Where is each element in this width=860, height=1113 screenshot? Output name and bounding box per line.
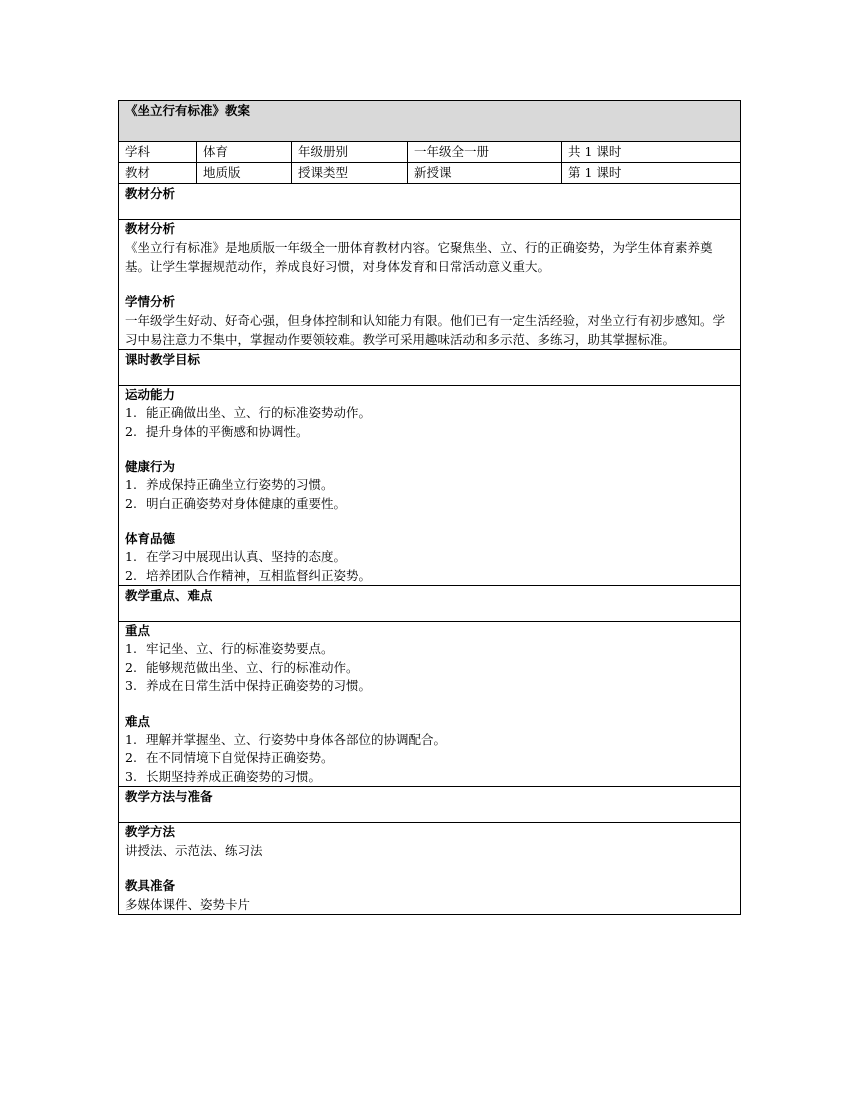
info-cell: 一年级全一册 bbox=[408, 142, 562, 163]
list-item bbox=[125, 476, 734, 495]
section-heading: 教材分析 bbox=[119, 184, 741, 220]
paragraph: 《坐立行有标准》是地质版一年级全一册体育教材内容。它聚焦坐、立、行的正确姿势，为学生体育素养奠基。让学生掌握规范动作，养成良好习惯，对身体发育和日常活动意义重大。 bbox=[125, 240, 713, 274]
section-body-row bbox=[119, 622, 741, 787]
section-body bbox=[119, 622, 741, 787]
list-item bbox=[125, 731, 734, 750]
section-body-row bbox=[119, 386, 741, 586]
subsection-heading: 难点 bbox=[125, 713, 151, 729]
list-item-number: 2. bbox=[125, 750, 137, 765]
list-item-number: 2. bbox=[125, 495, 137, 511]
numbered-list bbox=[125, 640, 734, 696]
paragraph: 一年级学生好动、好奇心强，但身体控制和认知能力有限。他们已有一定生活经验，对坐立行有初步感知。学习中易注意力不集中，掌握动作要领较难。教学可采用趣味活动和多示范、多练习，助其掌握标准。 bbox=[125, 313, 726, 347]
subsection-heading: 健康行为 bbox=[125, 459, 176, 474]
section-body bbox=[119, 823, 741, 915]
list-item bbox=[125, 749, 734, 768]
block-spacer bbox=[125, 276, 734, 293]
block-spacer bbox=[125, 860, 734, 877]
info-cell: 地质版 bbox=[197, 163, 292, 184]
info-cell: 学科 bbox=[119, 142, 197, 163]
info-row bbox=[119, 163, 741, 184]
info-cell: 教材 bbox=[119, 163, 197, 184]
block-spacer bbox=[125, 696, 734, 713]
list-item-text: 能正确做出坐、立、行的标准姿势动作。 bbox=[146, 405, 372, 420]
lesson-plan-table bbox=[118, 100, 741, 915]
subsection-heading: 体育品德 bbox=[125, 531, 176, 546]
list-item-text: 明白正确姿势对身体健康的重要性。 bbox=[146, 495, 347, 511]
section-heading-row bbox=[119, 787, 741, 823]
list-item-number: 2. bbox=[125, 567, 137, 583]
list-item bbox=[125, 768, 734, 787]
info-cell: 第 1 课时 bbox=[562, 163, 741, 184]
subsection-heading: 重点 bbox=[125, 623, 151, 638]
section-heading-row bbox=[119, 586, 741, 622]
section-heading: 教学重点、难点 bbox=[119, 586, 741, 622]
list-item-text: 牢记坐、立、行的标准姿势要点。 bbox=[146, 641, 334, 656]
list-item-text: 长期坚持养成正确姿势的习惯。 bbox=[146, 768, 322, 784]
document-title: 《坐立行有标准》教案 bbox=[119, 101, 741, 142]
block-spacer bbox=[125, 441, 734, 458]
subsection-heading: 学情分析 bbox=[125, 294, 176, 309]
info-cell: 新授课 bbox=[408, 163, 562, 184]
paragraph: 多媒体课件、姿势卡片 bbox=[125, 897, 251, 912]
numbered-list bbox=[125, 404, 734, 441]
section-heading: 课时教学目标 bbox=[119, 350, 741, 386]
numbered-list bbox=[125, 548, 734, 585]
list-item bbox=[125, 423, 734, 442]
section-body-row bbox=[119, 220, 741, 350]
lesson-plan-document bbox=[118, 100, 740, 915]
list-item bbox=[125, 404, 734, 423]
list-item-text: 养成在日常生活中保持正确姿势的习惯。 bbox=[146, 678, 372, 693]
list-item-number: 1. bbox=[125, 641, 137, 656]
numbered-list bbox=[125, 731, 734, 787]
info-cell: 体育 bbox=[197, 142, 292, 163]
section-heading-row bbox=[119, 184, 741, 220]
list-item-text: 提升身体的平衡感和协调性。 bbox=[146, 423, 309, 439]
list-item-text: 在学习中展现出认真、坚持的态度。 bbox=[146, 549, 347, 564]
list-item-text: 能够规范做出坐、立、行的标准动作。 bbox=[146, 659, 359, 675]
list-item-number: 3. bbox=[125, 678, 137, 693]
list-item-number: 1. bbox=[125, 549, 137, 564]
info-cell: 授课类型 bbox=[292, 163, 408, 184]
subsection-heading: 教具准备 bbox=[125, 878, 176, 893]
subsection-heading: 运动能力 bbox=[125, 387, 176, 402]
list-item bbox=[125, 659, 734, 678]
section-body bbox=[119, 386, 741, 586]
subsection-heading: 教材分析 bbox=[125, 221, 176, 236]
list-item bbox=[125, 640, 734, 659]
list-item-number: 2. bbox=[125, 423, 137, 439]
info-row bbox=[119, 142, 741, 163]
paragraph: 讲授法、示范法、练习法 bbox=[125, 843, 263, 858]
list-item-text: 在不同情境下自觉保持正确姿势。 bbox=[146, 750, 334, 765]
list-item-number: 3. bbox=[125, 768, 137, 784]
list-item-text: 培养团队合作精神，互相监督纠正姿势。 bbox=[146, 567, 372, 583]
list-item-number: 1. bbox=[125, 405, 137, 420]
list-item bbox=[125, 677, 734, 696]
list-item bbox=[125, 567, 734, 586]
section-heading: 教学方法与准备 bbox=[119, 787, 741, 823]
list-item-number: 1. bbox=[125, 731, 137, 747]
section-body bbox=[119, 220, 741, 350]
section-body-row bbox=[119, 823, 741, 915]
section-heading-row bbox=[119, 350, 741, 386]
list-item-text: 理解并掌握坐、立、行姿势中身体各部位的协调配合。 bbox=[146, 731, 447, 747]
subsection-heading: 教学方法 bbox=[125, 824, 176, 839]
list-item bbox=[125, 548, 734, 567]
numbered-list bbox=[125, 476, 734, 513]
list-item bbox=[125, 495, 734, 514]
list-item-number: 1. bbox=[125, 477, 137, 492]
list-item-number: 2. bbox=[125, 659, 137, 675]
list-item-text: 养成保持正确坐立行姿势的习惯。 bbox=[146, 477, 334, 492]
block-spacer bbox=[125, 513, 734, 530]
info-cell: 年级册别 bbox=[292, 142, 408, 163]
info-cell: 共 1 课时 bbox=[562, 142, 741, 163]
